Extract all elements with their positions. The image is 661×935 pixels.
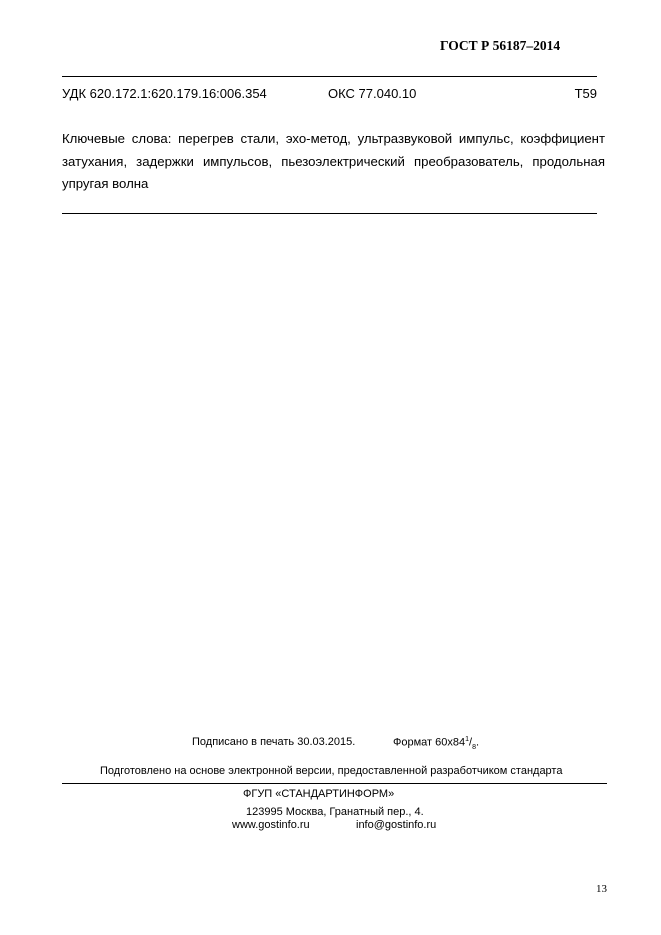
udk-code: УДК 620.172.1:620.179.16:006.354 bbox=[62, 86, 267, 101]
prepared-note: Подготовлено на основе электронной версии, предоставленной разработчиком стандарта bbox=[100, 765, 563, 777]
keywords-line-3: упругая волна bbox=[62, 176, 149, 191]
website-link[interactable]: www.gostinfo.ru bbox=[232, 819, 310, 831]
keywords-line-2: затухания, задержки импульсов, пьезоэлектрический преобразователь, продольная bbox=[62, 153, 605, 169]
keywords-line-1: Ключевые слова: перегрев стали, эхо-метод, ультразвуковой импульс, коэффициент bbox=[62, 131, 605, 146]
keywords-divider bbox=[62, 213, 597, 214]
email-link[interactable]: info@gostinfo.ru bbox=[356, 819, 437, 831]
keywords-paragraph bbox=[62, 128, 605, 196]
publisher-address: 123995 Москва, Гранатный пер., 4. bbox=[246, 806, 424, 818]
paper-format bbox=[393, 736, 479, 751]
page-number: 13 bbox=[596, 883, 607, 895]
oks-code: ОКС 77.040.10 bbox=[328, 86, 417, 101]
publisher-name: ФГУП «СТАНДАРТИНФОРМ» bbox=[243, 788, 395, 800]
signed-date: Подписано в печать 30.03.2015. bbox=[192, 736, 356, 748]
top-divider bbox=[62, 76, 597, 77]
category-code: Т59 bbox=[574, 86, 597, 101]
imprint-divider bbox=[62, 783, 607, 784]
format-separator: / bbox=[469, 736, 473, 749]
format-prefix: Формат 60х84 bbox=[393, 736, 466, 749]
format-numerator: 1 bbox=[465, 736, 470, 743]
classification-row bbox=[62, 86, 597, 106]
format-denominator: 8 bbox=[472, 743, 476, 751]
format-end: . bbox=[475, 736, 480, 749]
standard-code: ГОСТ Р 56187–2014 bbox=[440, 38, 561, 53]
